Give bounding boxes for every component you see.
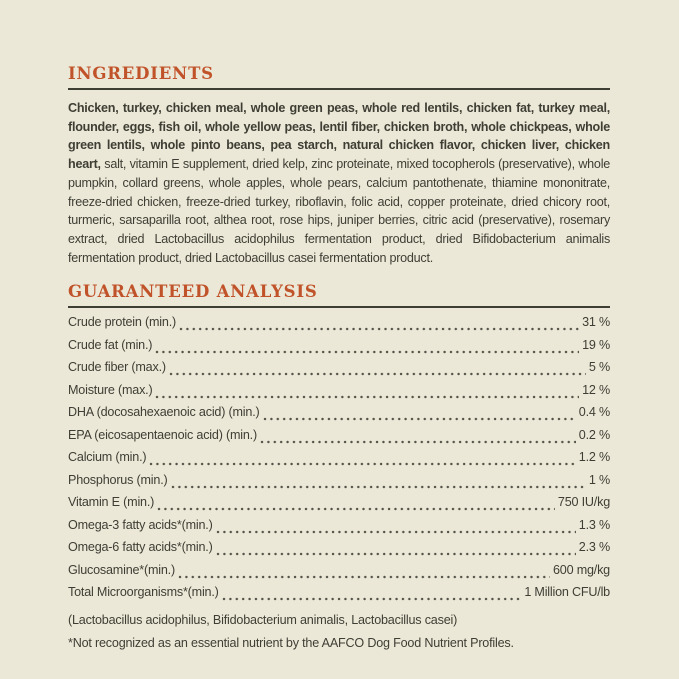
dotted-leader — [221, 585, 522, 608]
analysis-row — [68, 585, 610, 608]
dotted-leader — [262, 405, 576, 428]
analysis-row-label: Omega-3 fatty acids*(min.) — [68, 517, 213, 532]
analysis-row — [68, 563, 610, 586]
guaranteed-analysis-heading: GUARANTEED ANALYSIS — [68, 282, 610, 308]
analysis-row — [68, 518, 610, 541]
analysis-row-value: 0.4 % — [578, 405, 610, 420]
analysis-row — [68, 405, 610, 428]
analysis-row-label: Crude protein (min.) — [68, 315, 176, 330]
analysis-row — [68, 360, 610, 383]
analysis-row-label: Moisture (max.) — [68, 382, 153, 397]
analysis-table — [68, 315, 610, 608]
analysis-row-value: 5 % — [588, 360, 610, 375]
aafco-footnote: *Not recognized as an essential nutrient by the AAFCO Dog Food Nutrient Profiles. — [68, 635, 514, 650]
analysis-row-value: 31 % — [582, 315, 610, 330]
ingredients-heading: INGREDIENTS — [68, 64, 610, 90]
analysis-row-value: 12 % — [582, 382, 610, 397]
analysis-row-value: 1.3 % — [578, 517, 610, 532]
dotted-leader — [215, 518, 576, 541]
analysis-row — [68, 383, 610, 406]
dotted-leader — [156, 495, 555, 518]
analysis-row — [68, 473, 610, 496]
analysis-row-label: Crude fat (min.) — [68, 337, 153, 352]
dotted-leader — [154, 383, 579, 406]
analysis-row — [68, 540, 610, 563]
dotted-leader — [170, 473, 586, 496]
ingredients-paragraph — [68, 99, 610, 267]
analysis-row-label: Total Microorganisms*(min.) — [68, 585, 219, 600]
analysis-row-label: Glucosamine*(min.) — [68, 562, 175, 577]
analysis-row-label: Omega-6 fatty acids*(min.) — [68, 540, 213, 555]
analysis-row-value: 19 % — [582, 337, 610, 352]
analysis-row-label: EPA (eicosapentaenoic acid) (min.) — [68, 427, 257, 442]
dotted-leader — [177, 563, 550, 586]
microorganisms-note: (Lactobacillus acidophilus, Bifidobacterium animalis, Lactobacillus casei) — [68, 612, 458, 627]
analysis-row-value: 1.2 % — [578, 450, 610, 465]
analysis-row — [68, 338, 610, 361]
analysis-row-label: Vitamin E (min.) — [68, 495, 155, 510]
analysis-row — [68, 428, 610, 451]
dotted-leader — [215, 540, 576, 563]
pet-food-label — [68, 64, 610, 650]
dotted-leader — [148, 450, 575, 473]
analysis-row-value: 750 IU/kg — [557, 495, 610, 510]
analysis-row — [68, 315, 610, 338]
analysis-row-label: Crude fiber (max.) — [68, 360, 166, 375]
analysis-row-value: 0.2 % — [578, 427, 610, 442]
ingredients-secondary-list: salt, vitamin E supplement, dried kelp, zinc proteinate, mixed tocopherols (preservative), whole pumpkin, collard greens, whole apples, whole pears, calcium pantothenate, thiamine mononitrate, freeze-dried chicken, freeze-dried turkey, riboflavin, folic acid, copper proteinate, dried chicory root, turmeric, sarsaparilla root, althea root, rose hips, juniper berries, citric acid (preservative), rosemary extract, dried Lactobacillus acidophilus fermentation product, dried Bifidobacterium animalis fermentation product, dried Lactobacillus casei fermentation product. — [68, 157, 610, 265]
dotted-leader — [154, 338, 579, 361]
analysis-row-value: 600 mg/kg — [552, 562, 610, 577]
analysis-row-label: Phosphorus (min.) — [68, 472, 168, 487]
analysis-row-value: 1 % — [588, 472, 610, 487]
dotted-leader — [178, 315, 579, 338]
dotted-leader — [168, 360, 586, 383]
dotted-leader — [259, 428, 576, 451]
ingredients-primary-list: Chicken, turkey, chicken meal, whole green peas, whole red lentils, chicken fat, turkey meal, flounder, eggs, fish oil, whole yellow peas, lentil fiber, chicken broth, whole chickpeas, whole green lentils, whole pinto beans, pea starch, natural chicken flavor, chicken liver, chicken heart, — [68, 101, 610, 172]
analysis-row-value: 2.3 % — [578, 540, 610, 555]
analysis-row-label: Calcium (min.) — [68, 450, 147, 465]
analysis-row — [68, 450, 610, 473]
analysis-row — [68, 495, 610, 518]
analysis-row-label: DHA (docosahexaenoic acid) (min.) — [68, 405, 260, 420]
analysis-row-value: 1 Million CFU/lb — [524, 585, 610, 600]
